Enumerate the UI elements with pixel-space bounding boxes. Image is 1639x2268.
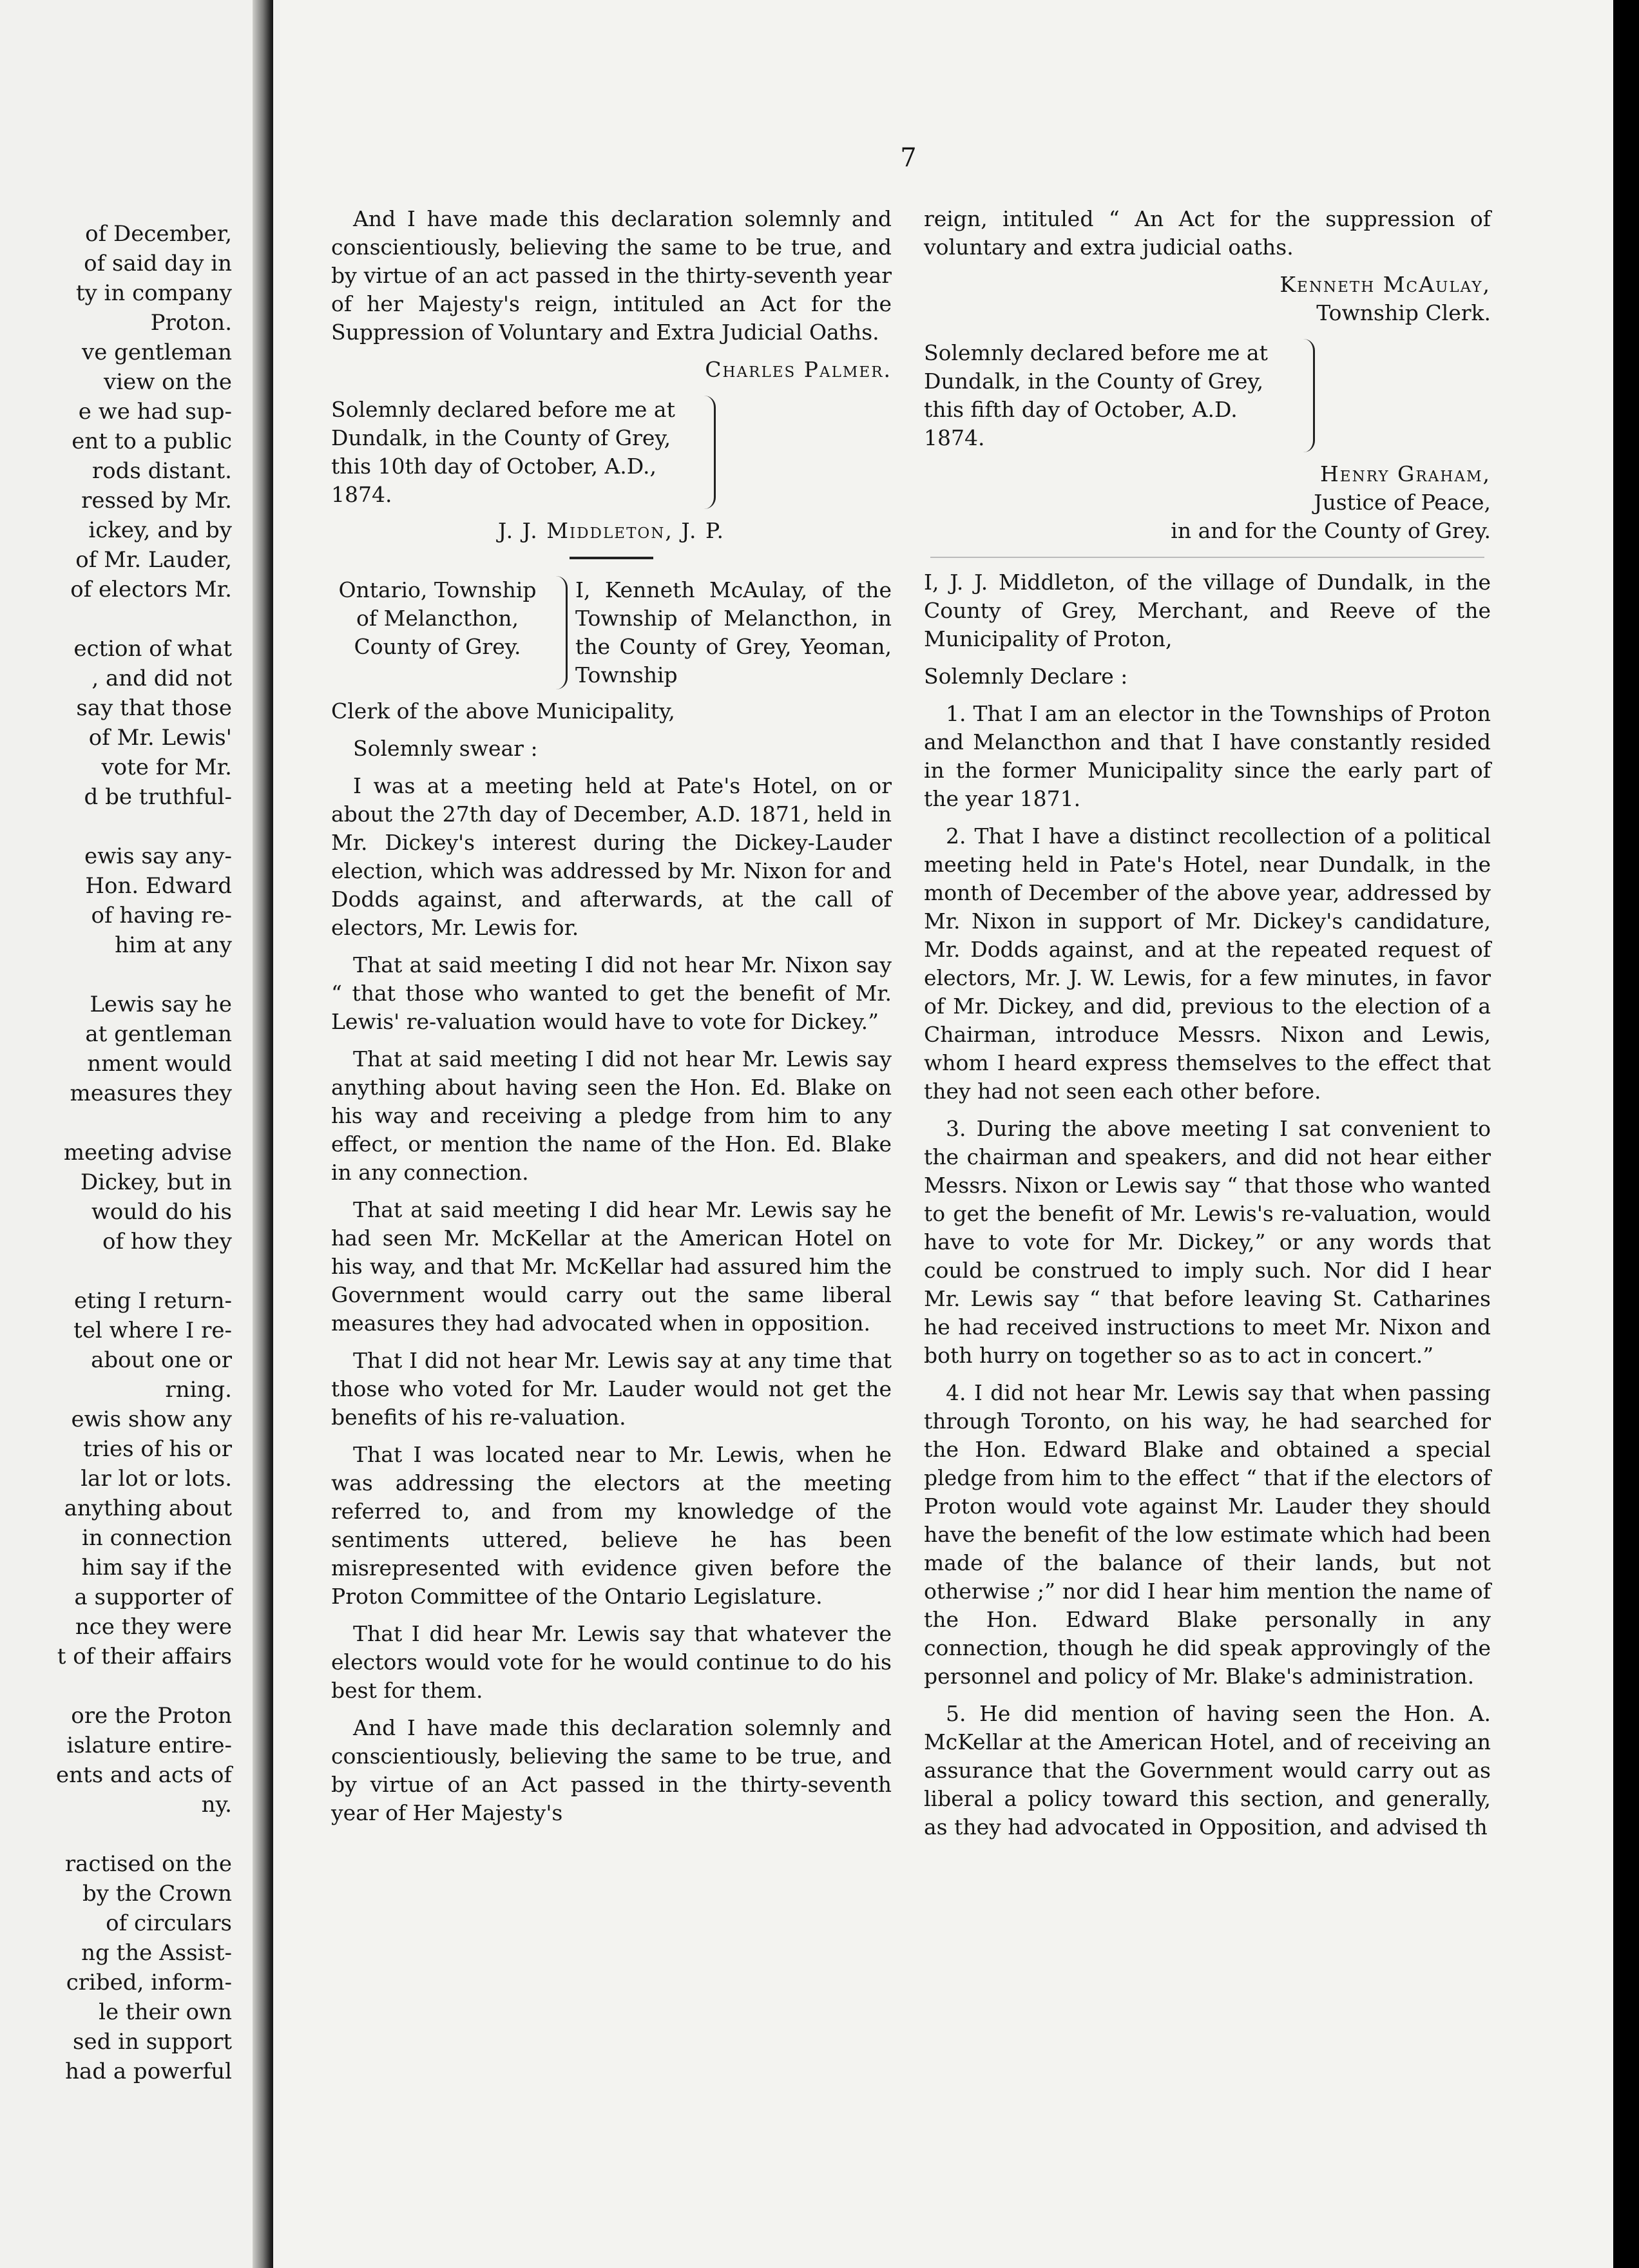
previous-page-line: about one or: [91, 1347, 232, 1373]
previous-page-line: [0, 812, 232, 841]
declared-before-text: Solemnly declared before me at Dundalk, in the County of Grey, this 10th day of October, A.D., 1874.: [331, 397, 675, 507]
signature-graham: [924, 460, 1491, 545]
declaration-intro: And I have made this declaration solemnly and conscientiously, believing the same to be true, and by virtue of an act passed in the thirty-seventh year of her Majesty's reign, intituled an Act for the Suppression of Voluntary and Extra Judicial Oaths.: [331, 206, 892, 345]
affidavit-paragraph: I was at a meeting held at Pate's Hotel, on or about the 27th day of December, A.D. 1871, held in Mr. Dickey's interest during the Dickey-Lauder election, which was addressed by Mr. Nixon for and Dodds against, and afterwards, at the call of electors, Mr. Lewis for.: [331, 773, 892, 940]
signature-mcaulay: [924, 271, 1491, 327]
affidavit-paragraph: That at said meeting I did not hear Mr. Lewis say anything about having seen the Hon. Ed. Blake on his way and receiving a pledge from him to any effect, or mention the name of the Hon. Ed. Blake in any connection.: [331, 1046, 892, 1185]
previous-page-line: , and did not: [91, 666, 232, 691]
previous-page-line: lar lot or lots.: [81, 1466, 232, 1492]
previous-page-fragment: [0, 0, 260, 2268]
affiant-intro: I, Kenneth McAulay, of the Township of Melancthon, in the County of Grey, Yeoman, Township: [575, 577, 892, 687]
page-number: 7: [900, 143, 917, 173]
affidavit-paragraph: And I have made this declaration solemnly and conscientiously, believing the same to be true, and by virtue of an Act passed in the thirty-seventh year of Her Majesty's: [331, 1715, 892, 1825]
signature-middleton-jp: J. J. Middleton, J. P.: [497, 518, 725, 543]
previous-page-line: him at any: [115, 932, 232, 958]
previous-page-line: ve gentleman: [82, 340, 232, 365]
previous-page-line: tel where I re-: [73, 1318, 232, 1343]
declaration-paragraph: 2. That I have a distinct recollection of a political meeting held in Pate's Hotel, near Dundalk, in the month of December of the above year, addressed by Mr. Nixon in support of Mr. Dickey's candidature, Mr. Dodds against, and at the repeated request of electors, Mr. J. W. Lewis, for a few minutes, in favor of Mr. Dickey, and did, previous to the election of a Chairman, introduce Messrs. Nixon and Lewis, whom I heard express themselves to the effect that they had not seen each other before.: [924, 823, 1491, 1104]
previous-page-line: [0, 960, 232, 990]
previous-page-line: ent to a public: [72, 428, 232, 454]
declared-before-block: [924, 339, 1491, 452]
previous-page-line: him say if the: [81, 1555, 232, 1581]
previous-page-line: sed in support: [73, 2029, 232, 2055]
previous-page-line: [0, 604, 232, 634]
venue-text: Ontario, Township of Melancthon, County of Grey.: [338, 577, 537, 659]
signature-title: Justice of Peace,: [1314, 490, 1491, 515]
affidavit-paragraph: That at said meeting I did hear Mr. Lewis say he had seen Mr. McKellar at the American Hotel on his way, and that Mr. McKellar had assured him the Government would carry out the same liberal measures they had advocated when in opposition.: [331, 1197, 892, 1336]
oath-continuation: reign, intituled “ An Act for the suppression of voluntary and extra judicial oaths.: [924, 206, 1491, 260]
previous-page-line: had a powerful: [65, 2059, 232, 2084]
previous-page-line: ressed by Mr.: [81, 488, 232, 514]
declared-before-block: [331, 396, 892, 509]
previous-page-line: view on the: [104, 369, 232, 395]
previous-page-line: measures they: [70, 1081, 232, 1106]
declaration-paragraph: 1. That I am an elector in the Townships of Proton and Melancthon and that I have constantly resided in the former Municipality since the early part of the year 1871.: [924, 701, 1491, 811]
previous-page-line: of having re-: [91, 903, 232, 928]
previous-page-line: eting I return-: [74, 1288, 232, 1314]
previous-page-line: [0, 1671, 232, 1701]
previous-page-text: [0, 0, 232, 2086]
previous-page-line: at gentleman: [85, 1021, 232, 1047]
section-divider: [570, 557, 653, 559]
previous-page-line: nment would: [87, 1051, 232, 1077]
previous-page-line: cribed, inform-: [66, 1970, 232, 1995]
previous-page-line: meeting advise: [63, 1140, 232, 1166]
brace-mark: [1299, 339, 1315, 452]
previous-page-line: tries of his or: [83, 1436, 232, 1462]
previous-page-line: ewis say any-: [84, 843, 232, 869]
previous-page-line: would do his: [91, 1199, 232, 1225]
previous-page-line: vote for Mr.: [101, 754, 232, 780]
previous-page-line: ty in company: [75, 280, 232, 306]
previous-page-line: ny.: [201, 1792, 232, 1818]
previous-page-line: ents and acts of: [56, 1762, 232, 1788]
right-column: [924, 205, 1491, 1850]
previous-page-line: ickey, and by: [88, 517, 232, 543]
declaration-paragraph: 5. He did mention of having seen the Hon. A. McKellar at the American Hotel, and of receiving an assurance that the Government would carry out as liberal a policy toward this section, and generally, as they had advocated in Opposition, and advised th: [924, 1701, 1491, 1840]
previous-page-line: of Mr. Lauder,: [75, 547, 232, 573]
affidavit-paragraph: That at said meeting I did not hear Mr. Nixon say “ that those who wanted to get the benefit of Mr. Lewis' re-valuation would have to vote for Dickey.”: [331, 952, 892, 1034]
affidavit-paragraph: That I did hear Mr. Lewis say that whatever the electors would vote for he would continue to do his best for them.: [331, 1621, 892, 1703]
previous-page-line: ore the Proton: [71, 1703, 232, 1729]
previous-page-line: Proton.: [150, 310, 232, 336]
affidavit-paragraph: That I did not hear Mr. Lewis say at any time that those who voted for Mr. Lauder would not get the benefits of his re-valuation.: [331, 1348, 892, 1430]
previous-page-line: of December,: [85, 221, 232, 247]
previous-page-line: ng the Assist-: [81, 1940, 232, 1966]
declaration-paragraph: 4. I did not hear Mr. Lewis say that when passing through Toronto, on his way, he had searched for the Hon. Edward Blake and obtained a special pledge from him to the effect “ that if the electors of Proton would vote against Mr. Lauder they should have the benefit of the low estimate which had been made of the balance of their lands, but not otherwise ;” nor did I hear him mention the name of the Hon. Edward Blake personally in any connection, though he did speak approvingly of the personnel and policy of Mr. Blake's administration.: [924, 1380, 1491, 1689]
previous-page-line: [0, 1256, 232, 1286]
solemnly-swear-heading: Solemnly swear :: [353, 736, 538, 761]
previous-page-line: of how they: [102, 1229, 232, 1254]
document-page: [273, 0, 1613, 2268]
middleton-intro: I, J. J. Middleton, of the village of Dundalk, in the County of Grey, Merchant, and Reeve of the Municipality of Proton,: [924, 570, 1491, 651]
signature-title: Township Clerk.: [1316, 300, 1491, 325]
previous-page-line: nce they were: [75, 1614, 232, 1640]
previous-page-line: in connection: [82, 1525, 232, 1551]
brace-mark: [700, 396, 716, 509]
declaration-paragraph: 3. During the above meeting I sat convenient to the chairman and speakers, and did not hear either Messrs. Nixon or Lewis say “ that those who wanted to get the benefit of Mr. Lewis's re-valuation, would have to vote for Mr. Dickey,” or any words that could be construed to imply such. Nor did I hear Mr. Lewis say “ that before leaving St. Catharines he had received instructions to meet Mr. Nixon and both hurry on together so as to act in concert.”: [924, 1116, 1491, 1368]
column-rule: [930, 557, 1484, 558]
previous-page-line: of circulars: [106, 1910, 232, 1936]
signature-name: Kenneth McAulay,: [1280, 272, 1491, 297]
solemnly-declare-heading: Solemnly Declare :: [924, 664, 1128, 689]
page-edge: [1613, 0, 1639, 2268]
previous-page-line: le their own: [99, 1999, 232, 2025]
brace-mark: [551, 576, 568, 689]
declared-before-text: Solemnly declared before me at Dundalk, in the County of Grey, this fifth day of October, A.D. 1874.: [924, 340, 1268, 450]
signature-charles-palmer: Charles Palmer.: [705, 357, 892, 382]
previous-page-line: ection of what: [73, 636, 232, 662]
previous-page-line: [0, 1108, 232, 1138]
previous-page-line: say that those: [76, 695, 232, 721]
signature-title: in and for the County of Grey.: [1171, 518, 1491, 543]
signature-name: Henry Graham,: [1320, 461, 1491, 486]
previous-page-line: rods distant.: [91, 458, 232, 484]
previous-page-line: ewis show any: [71, 1407, 232, 1432]
previous-page-line: Hon. Edward: [85, 873, 232, 899]
previous-page-line: by the Crown: [82, 1881, 232, 1907]
book-gutter: [253, 0, 276, 2268]
left-column: [331, 205, 892, 1836]
affiant-intro-continued: Clerk of the above Municipality,: [331, 698, 675, 724]
affidavit-paragraph: That I was located near to Mr. Lewis, when he was addressing the electors at the meeting referred to, and from my knowledge of the sentiments uttered, believe he has been misrepresented with evidence given before the Proton Committee of the Ontario Legislature.: [331, 1442, 892, 1609]
previous-page-line: islature entire-: [66, 1733, 232, 1758]
previous-page-line: e we had sup-: [78, 399, 232, 425]
previous-page-line: t of their affairs: [57, 1644, 232, 1669]
previous-page-line: Dickey, but in: [80, 1169, 232, 1195]
previous-page-line: ractised on the: [64, 1851, 232, 1877]
venue-block: [331, 576, 892, 689]
previous-page-line: rning.: [165, 1377, 232, 1403]
previous-page-line: a supporter of: [74, 1584, 232, 1610]
previous-page-line: of said day in: [84, 251, 232, 276]
previous-page-line: of Mr. Lewis': [88, 725, 232, 751]
previous-page-line: [0, 1820, 232, 1849]
previous-page-line: Lewis say he: [90, 992, 232, 1017]
previous-page-line: of electors Mr.: [70, 577, 232, 602]
previous-page-line: d be truthful-: [84, 784, 232, 810]
previous-page-line: anything about: [64, 1495, 232, 1521]
